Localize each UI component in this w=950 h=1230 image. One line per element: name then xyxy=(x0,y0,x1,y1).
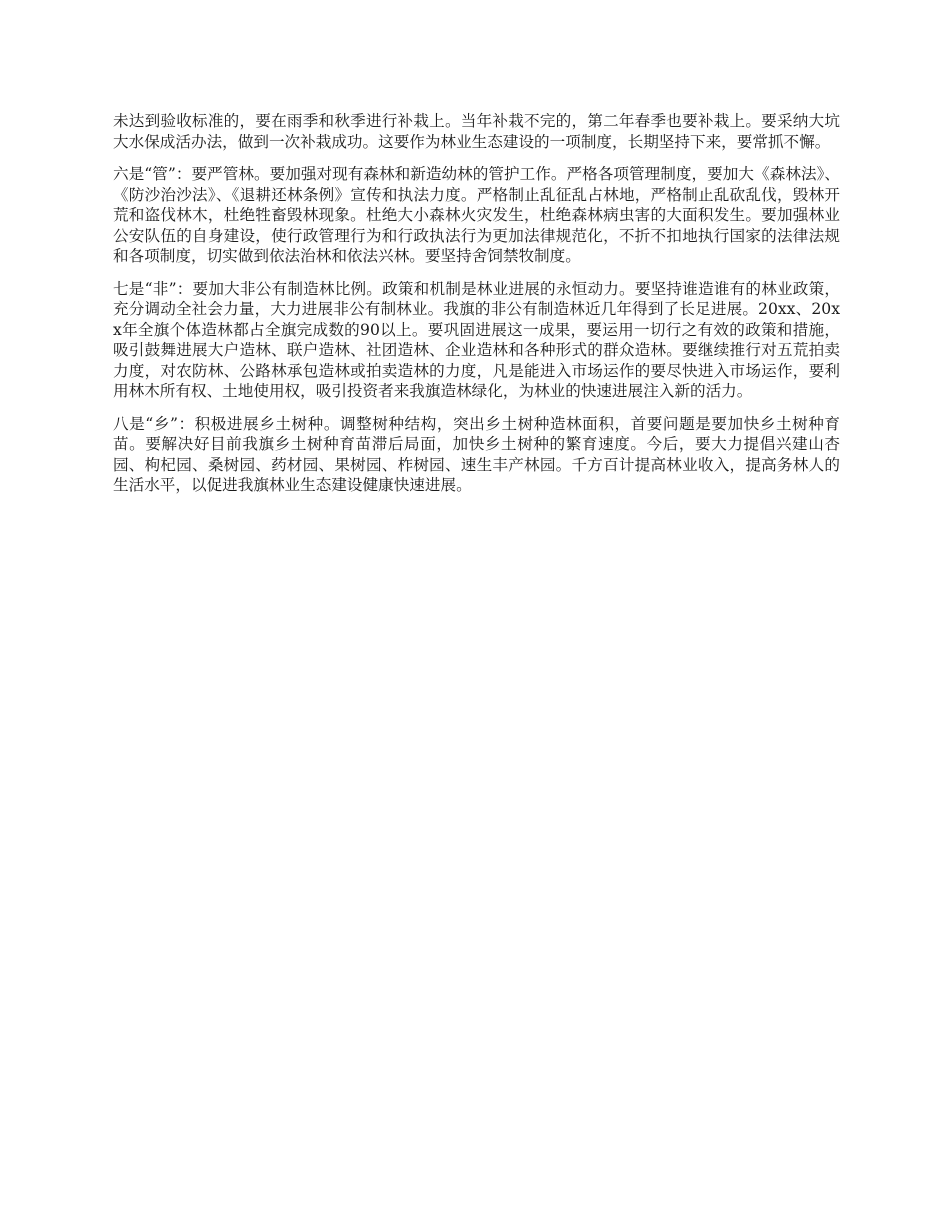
paragraph-4: 八是“乡”：积极进展乡土树种。调整树种结构，突出乡土树种造林面积，首要问题是要加快乡土树种育苗。要解决好目前我旗乡土树种育苗滞后局面，加快乡土树种的繁育速度。今后，要大力提倡兴建山杏园、枸杞园、桑树园、药材园、果树园、柞树园、速生丰产林园。千方百计提高林业收入，提高务林人的生活水平，以促进我旗林业生态建设健康快速进展。 xyxy=(113,414,840,494)
document-body xyxy=(113,111,840,508)
paragraph-2: 六是“管”：要严管林。要加强对现有森林和新造幼林的管护工作。严格各项管理制度，要加大《森林法》、《防沙治沙法》、《退耕还林条例》宣传和执法力度。严格制止乱征乱占林地，严格制止乱砍乱伐，毁林开荒和盗伐林木，杜绝牲畜毁林现象。杜绝大小森林火灾发生，杜绝森林病虫害的大面积发生。要加强林业公安队伍的自身建设，使行政管理行为和行政执法行为更加法律规范化，不折不扣地执行国家的法律法规和各项制度，切实做到依法治林和依法兴林。要坚持舍饲禁牧制度。 xyxy=(113,165,840,265)
paragraph-3: 七是“非”：要加大非公有制造林比例。政策和机制是林业进展的永恒动力。要坚持谁造谁有的林业政策，充分调动全社会力量，大力进展非公有制林业。我旗的非公有制造林近几年得到了长足进展。20xx、20xx年全旗个体造林都占全旗完成数的90以上。要巩固进展这一成果，要运用一切行之有效的政策和措施，吸引鼓舞进展大户造林、联户造林、社团造林、企业造林和各种形式的群众造林。要继续推行对五荒拍卖力度，对农防林、公路林承包造林或拍卖造林的力度，凡是能进入市场运作的要尽快进入市场运作，要利用林木所有权、土地使用权，吸引投资者来我旗造林绿化，为林业的快速进展注入新的活力。 xyxy=(113,279,840,400)
paragraph-1: 未达到验收标准的，要在雨季和秋季进行补栽上。当年补栽不完的，第二年春季也要补栽上。要采纳大坑大水保成活办法，做到一次补栽成功。这要作为林业生态建设的一项制度，长期坚持下来，要常抓不懈。 xyxy=(113,112,840,151)
